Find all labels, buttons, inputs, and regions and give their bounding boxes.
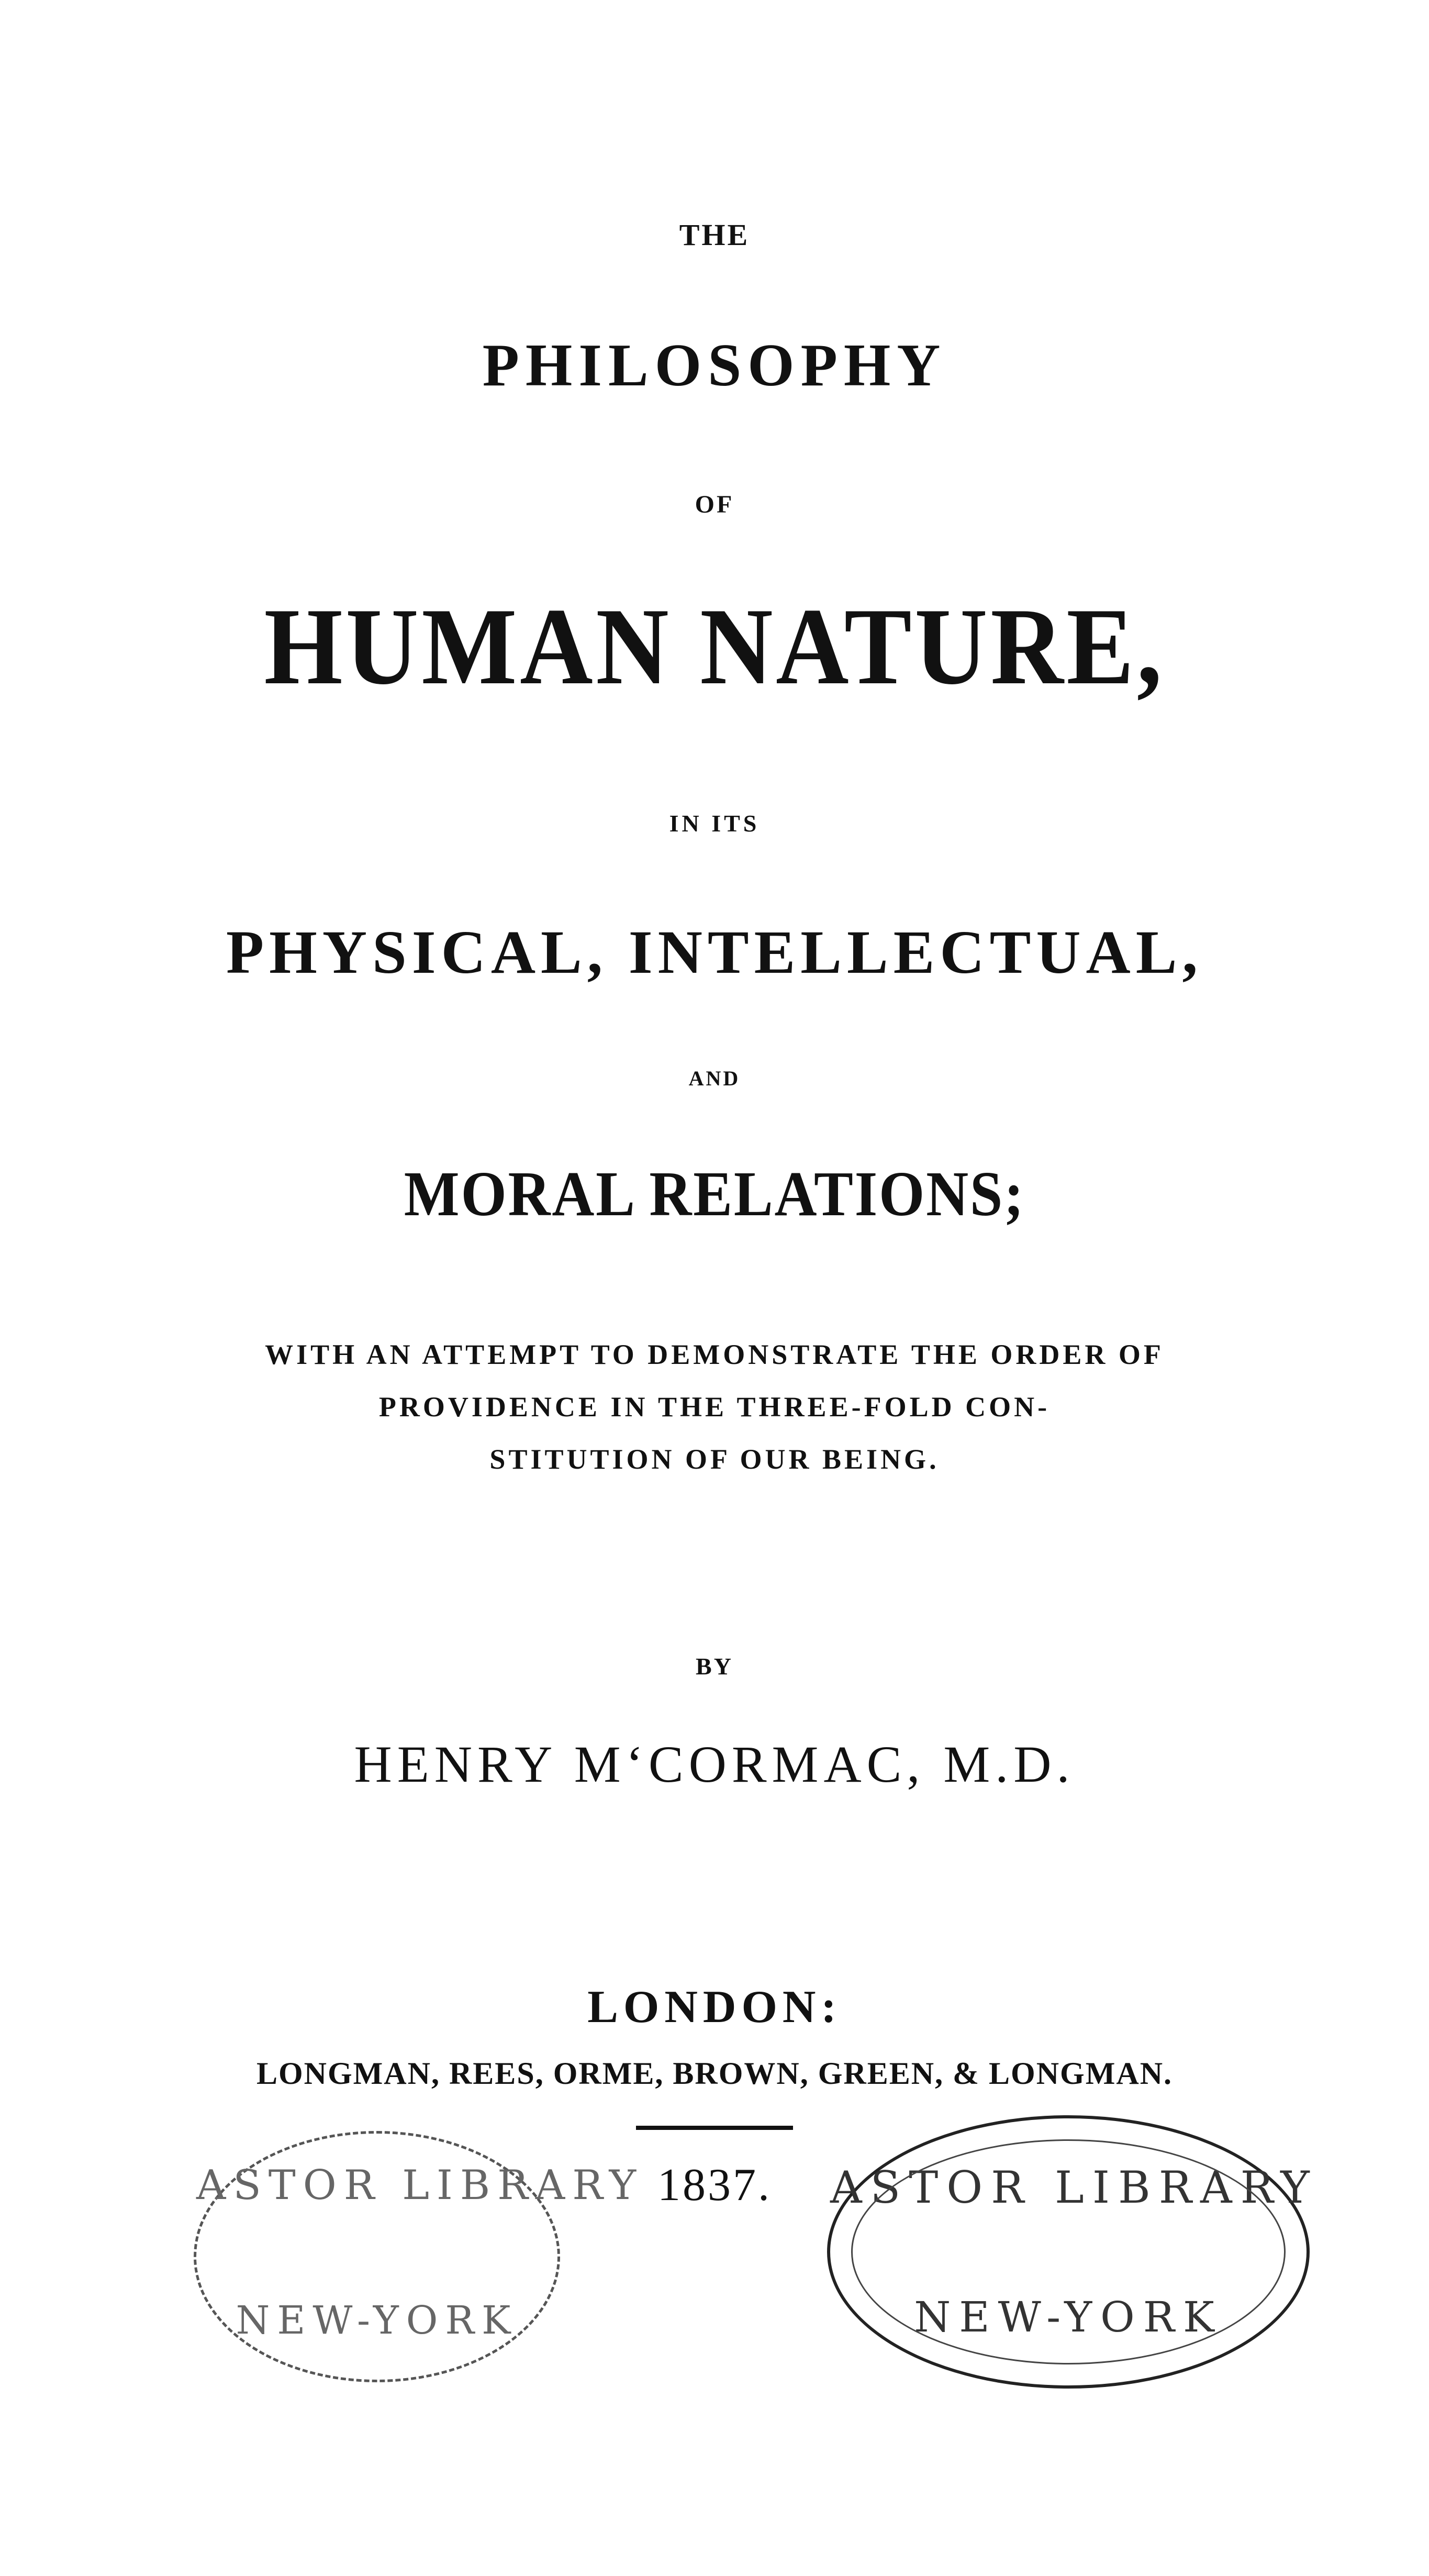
subtitle-line-1: WITH AN ATTEMPT TO DEMONSTRATE THE ORDER OF	[265, 1339, 1164, 1370]
title-human-nature: HUMAN NATURE,	[264, 586, 1165, 707]
imprint-publisher: LONGMAN, REES, ORME, BROWN, GREEN, & LONGMAN.	[256, 2056, 1173, 2091]
subtitle-line-2: PROVIDENCE IN THE THREE-FOLD CON-	[378, 1391, 1051, 1423]
imprint-year: 1837.	[657, 2160, 772, 2211]
library-stamp-left	[194, 2131, 644, 2382]
author-name: HENRY M‘CORMAC, M.D.	[354, 1735, 1075, 1793]
title-physical-intellectual: PHYSICAL, INTELLECTUAL,	[226, 918, 1203, 986]
title-in-its: IN ITS	[669, 810, 760, 837]
library-stamp-right	[827, 2115, 1318, 2389]
title-moral-relations: MORAL RELATIONS;	[404, 1159, 1025, 1229]
stamp-right-bottom-text: NEW-YORK	[914, 2293, 1223, 2341]
stamp-right-top-text: ASTOR LIBRARY	[830, 2162, 1318, 2213]
subtitle-line-3: STITUTION OF OUR BEING.	[489, 1444, 940, 1475]
imprint-place: LONDON:	[587, 1982, 842, 2033]
stamp-left-top-text: ASTOR LIBRARY	[196, 2162, 644, 2209]
title-of: OF	[695, 491, 734, 518]
byline-by: BY	[696, 1653, 733, 1680]
imprint-rule	[636, 2126, 793, 2130]
title-the: THE	[679, 218, 750, 252]
stamp-left-bottom-text: NEW-YORK	[236, 2298, 518, 2343]
title-philosophy: PHILOSOPHY	[482, 332, 947, 398]
title-and: AND	[688, 1067, 741, 1090]
